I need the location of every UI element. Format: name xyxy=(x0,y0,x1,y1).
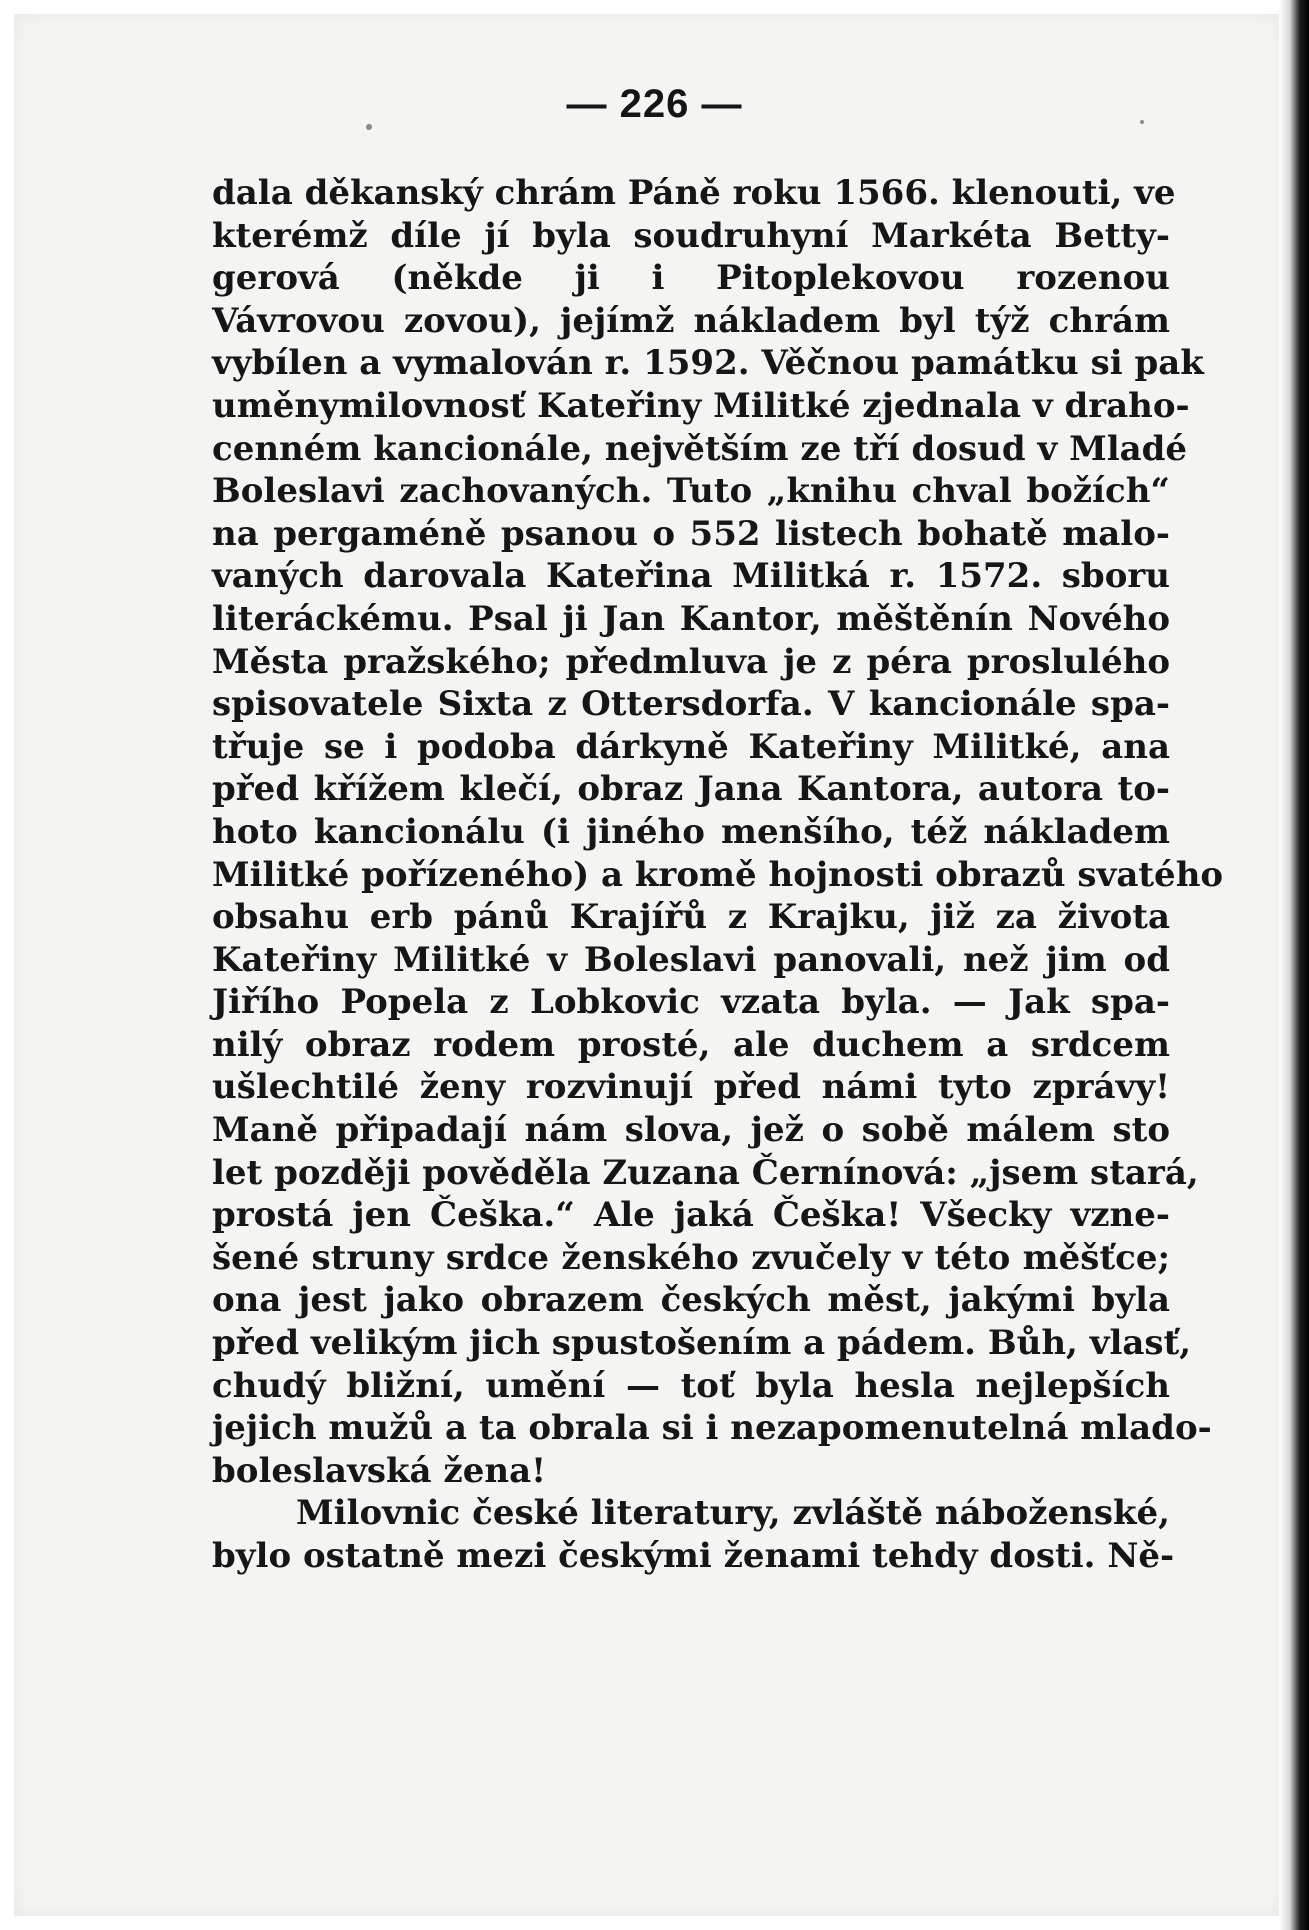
page-edge-shadow xyxy=(1279,0,1309,1930)
text-line: dala děkanský chrám Páně roku 1566. klenouti, ve xyxy=(212,173,1176,213)
text-line: vybílen a vymalován r. 1592. Věčnou památku si pak xyxy=(212,343,1204,384)
text-line: hoto kancionálu (i jiného menšího, též nákladem xyxy=(212,811,1170,852)
text-line: vaných darovala Kateřina Militká r. 1572. sboru xyxy=(212,556,1170,597)
text-line: Maně připadají nám slova, jež o sobě málem sto xyxy=(212,1110,1170,1151)
text-line: jejich mužů a ta obrala si i nezapomenutelná mlado- xyxy=(212,1408,1212,1449)
text-line: chudý bližní, umění — toť byla hesla nejlepších xyxy=(212,1365,1170,1406)
text-line: literáckému. Psal ji Jan Kantor, měštěnín Nového xyxy=(212,598,1170,639)
text-line: nilý obraz rodem prosté, ale duchem a srdcem xyxy=(212,1024,1170,1065)
text-line: na pergaméně psanou o 552 listech bohatě malo- xyxy=(212,513,1170,554)
text-line: Milovnic české literatury, zvláště náboženské, xyxy=(296,1493,1170,1534)
text-line: obsahu erb pánů Krajířů z Krajku, již za života xyxy=(212,897,1170,938)
text-line: ona jest jako obrazem českých měst, jakými byla xyxy=(212,1280,1170,1321)
text-line: Vávrovou zovou), jejímž nákladem byl týž chrám xyxy=(212,300,1170,341)
text-line: boleslavská žena! xyxy=(212,1450,547,1491)
text-line: let později pověděla Zuzana Černínová: „jsem stará, xyxy=(212,1152,1199,1193)
page-number: — 226 — xyxy=(566,82,743,126)
text-line: Militké pořízeného) a kromě hojnosti obrazů svatého xyxy=(212,854,1224,895)
text-line: cenném kancionále, největším ze tří dosud v Mladé xyxy=(212,428,1188,469)
text-line: uměnymilovnosť Kateřiny Militké zjednala v draho- xyxy=(212,385,1190,426)
text-line: ušlechtilé ženy rozvinují před námi tyto zprávy! xyxy=(212,1067,1170,1108)
text-line: šené struny srdce ženského zvučely v této měšťce; xyxy=(212,1237,1170,1278)
text-line: gerová (někde ji i Pitoplekovou rozenou xyxy=(212,258,1170,299)
text-line: kterémž díle jí byla soudruhyní Markéta Betty- xyxy=(212,215,1170,256)
text-line: prostá jen Češka.“ Ale jaká Češka! Všecky vzne- xyxy=(212,1195,1170,1236)
text-line: Boleslavi zachovaných. Tuto „knihu chval božích“ xyxy=(212,471,1170,512)
text-line: třuje se i podoba dárkyně Kateřiny Militké, ana xyxy=(212,726,1170,767)
text-line: Jiřího Popela z Lobkovic vzata byla. — Jak spa- xyxy=(212,982,1170,1023)
text-line: Kateřiny Militké v Boleslavi panovali, než jim od xyxy=(212,939,1170,980)
text-line: před velikým jich spustošením a pádem. Bůh, vlasť, xyxy=(212,1323,1192,1364)
text-line: spisovatele Sixta z Ottersdorfa. V kancionále spa- xyxy=(212,684,1170,725)
text-line: před křížem klečí, obraz Jana Kantora, autora to- xyxy=(212,769,1170,810)
text-line: Města pražského; předmluva je z péra proslulého xyxy=(212,641,1170,682)
text-line: bylo ostatně mezi českými ženami tehdy dosti. Ně- xyxy=(212,1536,1175,1576)
body-text xyxy=(212,172,1224,1578)
